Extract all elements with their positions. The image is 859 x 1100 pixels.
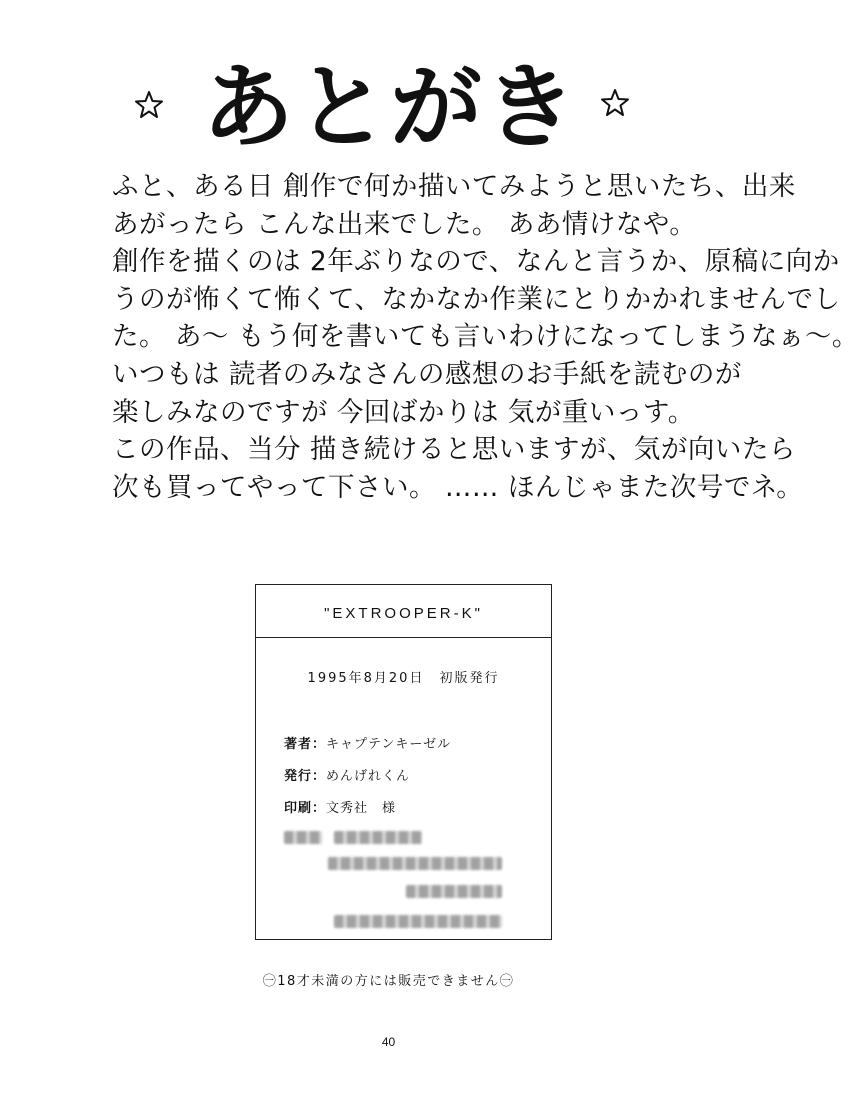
- author-value: キャプテンキーゼル: [326, 737, 452, 752]
- colophon-divider: [256, 637, 551, 638]
- book-title: "EXTROOPER-K": [324, 605, 483, 622]
- star-icon: [134, 90, 164, 120]
- message-line: 次も買ってやって下さい。 …… ほんじゃまた次号でネ。: [112, 471, 804, 503]
- printer-label: 印刷：: [284, 801, 327, 816]
- message-line: この作品、当分 描き続けると思いますが、気が向いたら: [112, 434, 796, 466]
- message-line: ふと、ある日 創作で何か描いてみようと思いたち、出来: [112, 171, 796, 202]
- redacted-text: [334, 915, 502, 928]
- redacted-text: [328, 857, 502, 870]
- redacted-text: [406, 885, 502, 898]
- age-restriction-notice: ㊀18才未満の方には販売できません㊀: [262, 974, 515, 989]
- message-line: 創作を描くのは 2年ぶりなので、なんと言うか、原稿に向か: [112, 246, 840, 278]
- message-line: いつもは 読者のみなさんの感想のお手紙を読むのが: [112, 358, 742, 390]
- message-line: た。 あ〜 もう何を書いても言いわけになってしまうなぁ〜。: [112, 321, 859, 353]
- message-line: うのが怖くて怖くて、なかなか作業にとりかかれませんでし: [112, 283, 841, 315]
- publisher-row: [284, 765, 410, 784]
- page-number: 40: [381, 1035, 396, 1049]
- star-icon: [600, 88, 630, 118]
- afterword-message: [112, 168, 859, 506]
- author-row: [284, 733, 451, 752]
- publisher-label: 発行：: [284, 769, 327, 784]
- publish-date: 1995年8月20日 初版発行: [307, 671, 500, 686]
- message-line: 楽しみなのですが 今回ばかりは 気が重いっす。: [112, 396, 695, 428]
- redacted-text: [334, 831, 422, 844]
- page-title: あとがき: [201, 54, 578, 161]
- printer-value: 文秀社 様: [326, 801, 397, 816]
- printer-row: [284, 797, 396, 816]
- author-label: 著者：: [284, 737, 327, 752]
- title-area: [120, 40, 660, 170]
- redacted-label: [284, 831, 322, 844]
- message-line: あがったら こんな出来でした。 ああ情けなや。: [112, 208, 697, 240]
- colophon-box: [255, 584, 552, 940]
- publisher-value: めんげれくん: [326, 769, 411, 784]
